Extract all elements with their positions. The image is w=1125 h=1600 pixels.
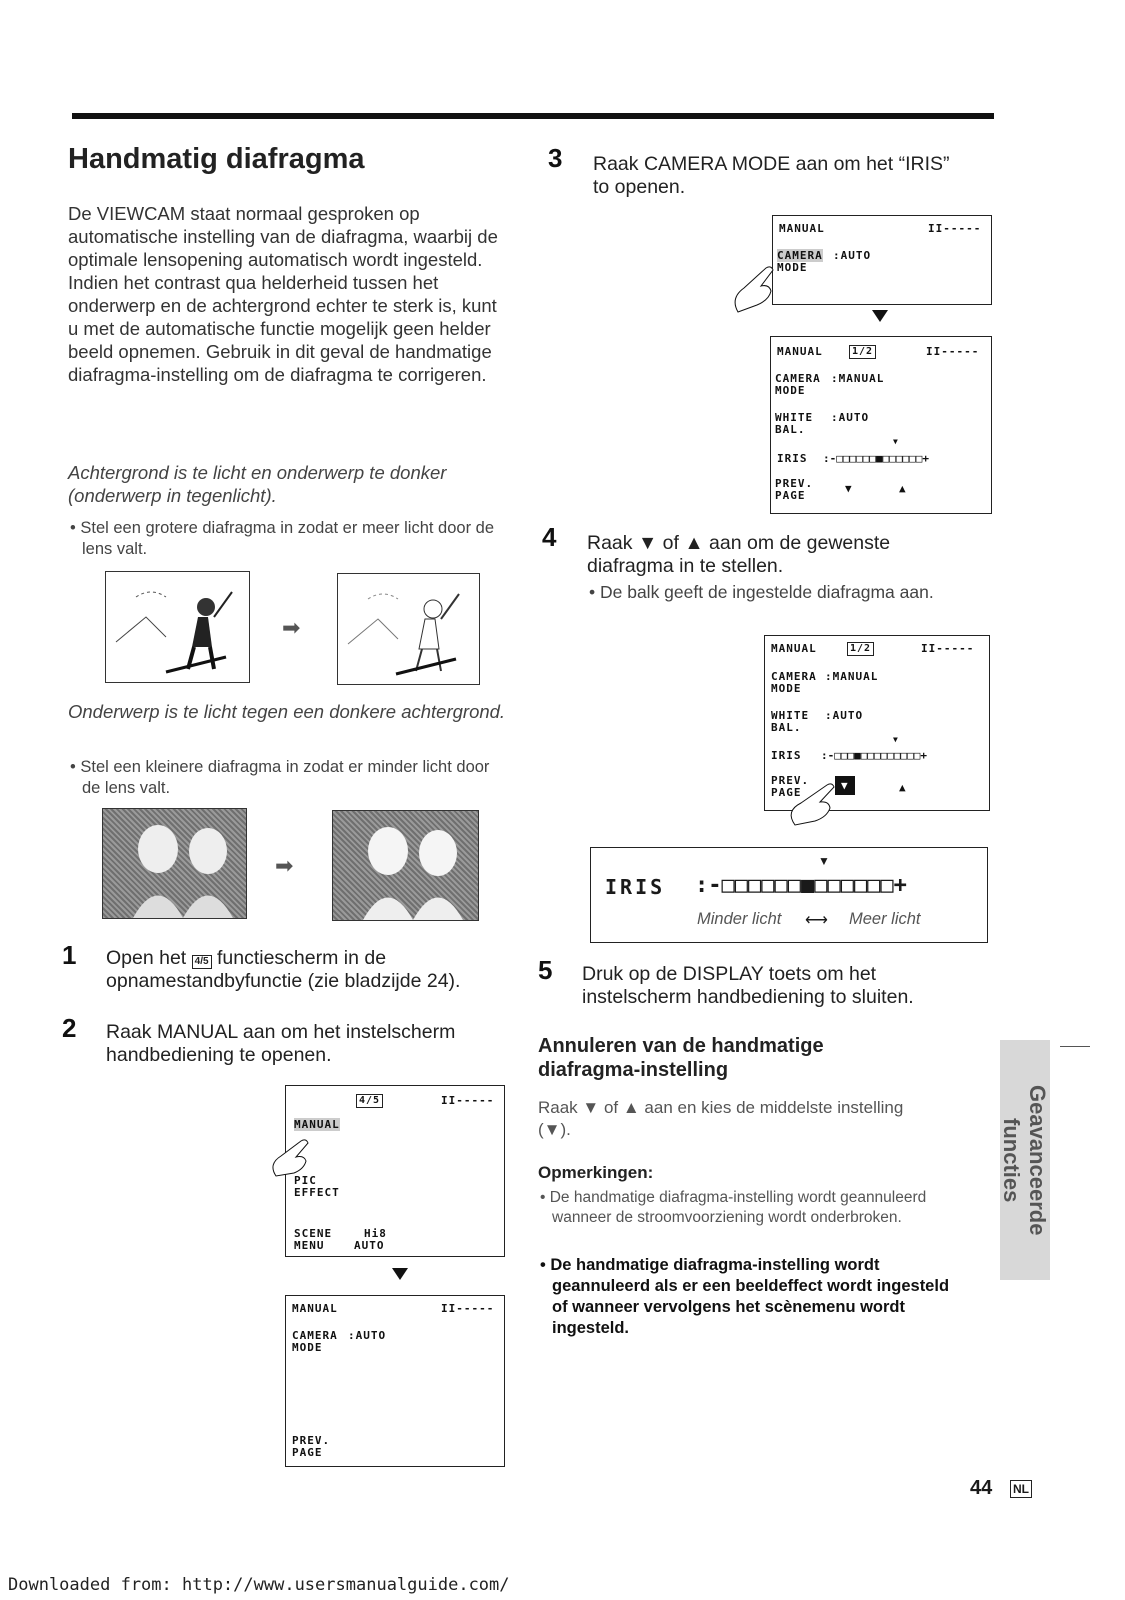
download-footer[interactable]: Downloaded from: http://www.usersmanualguide.com/: [8, 1575, 510, 1595]
step-5-text: Druk op de DISPLAY toets om het instelscherm handbediening to sluiten.: [582, 963, 914, 1008]
language-badge: NL: [1010, 1480, 1032, 1498]
manual-button[interactable]: MANUAL: [294, 1118, 340, 1131]
intro-paragraph: De VIEWCAM staat normaal gesproken op automatische instelling van de diafragma, waarbij de optimale lensopening automatisch wordt ingesteld. Indien het contrast qua helderheid tussen het onderwerp en de achtergrond echter te sterk is, kunt u met de automatische functie mogelijk geen helder beeld opnemen. Gebruik in dit geval de handmatige diafragma-instelling om de diafragma te corrigeren.: [68, 203, 498, 385]
camera-mode-button[interactable]: CAMERA: [292, 1329, 338, 1342]
page-number: 44: [970, 1477, 993, 1499]
section-side-tab: Geavanceerde functies: [1000, 1040, 1050, 1280]
function-screen-badge: 4/5: [192, 955, 212, 969]
down-arrow-icon: [872, 310, 888, 322]
camera-mode-button[interactable]: CAMERA: [777, 249, 823, 262]
case2-title: Onderwerp is te licht tegen een donkere achtergrond.: [68, 701, 506, 722]
less-light-label: Minder licht: [697, 910, 782, 928]
indicator-arrow: ▼: [818, 854, 830, 868]
case1-bullet: • Stel een grotere diafragma in zodat er meer licht door de lens valt.: [70, 519, 495, 558]
scene-menu-label[interactable]: SCENE: [294, 1227, 333, 1240]
manual-screen-camera-auto: MANUAL II----- CAMERA MODE :AUTO: [772, 215, 992, 305]
portrait-after-photo: [332, 810, 479, 921]
double-arrow-icon: ⟷: [805, 912, 828, 929]
step-4-bullet: • De balk geeft de ingestelde diafragma aan.: [589, 582, 934, 602]
step-3-number: 3: [548, 143, 563, 173]
iris-down-button[interactable]: ▼: [835, 776, 855, 795]
note-1: • De handmatige diafragma-instelling wordt geannuleerd wanneer de stroomvoorziening wordt onderbroken.: [540, 1189, 927, 1226]
iris-down-button[interactable]: ▼: [845, 482, 853, 495]
step-4-text: Raak ▼ of ▲ aan om de gewenste diafragma in te stellen.: [587, 532, 891, 577]
top-rule: [72, 113, 994, 119]
tab-rule: [1060, 1046, 1090, 1047]
iris-scale-panel: [590, 847, 988, 943]
prev-page-button[interactable]: PREV.: [292, 1434, 331, 1447]
case1-title: Achtergrond is te licht en onderwerp te donker (onderwerp in tegenlicht).: [68, 462, 447, 506]
iris-label: IRIS: [605, 875, 666, 899]
skier-before-illustration: [105, 571, 250, 683]
page-title: Handmatig diafragma: [68, 143, 365, 175]
pic-effect-label[interactable]: PIC: [294, 1174, 317, 1187]
arrow-right-icon: ➡: [282, 615, 301, 640]
cancel-text: Raak ▼ of ▲ aan en kies de middelste instelling (▼).: [538, 1098, 904, 1139]
function-screen-4-5: 4/5 II----- MANUAL PIC EFFECT SCENE MENU Hi8 AUTO: [285, 1085, 505, 1257]
arrow-right-icon: ➡: [275, 853, 294, 878]
step-1-text: Open het 4/5 functiescherm in de opnamestandbyfunctie (zie bladzijde 24).: [106, 947, 461, 992]
manual-screen-iris-2: MANUAL 1/2 II----- CAMERA :MANUAL MODE WHITE :AUTO BAL. ▼ IRIS :-□□□■□□□□□□□□□+ PREV. PAGE ▼ ▲: [764, 635, 990, 811]
manual-screen-auto: MANUAL II----- CAMERA MODE :AUTO PREV. PAGE: [285, 1295, 505, 1467]
skier-after-illustration: [337, 573, 480, 685]
step-5-number: 5: [538, 955, 553, 985]
step-1-number: 1: [62, 940, 77, 970]
iris-bar: :-□□□□□□■□□□□□□+: [695, 873, 907, 898]
manual-screen-iris-1: MANUAL 1/2 II----- CAMERA MODE :MANUAL WHITE BAL. :AUTO ▼ IRIS :-□□□□□□■□□□□□□+ PREV. PAGE ▼ ▲: [770, 336, 992, 514]
step-2-number: 2: [62, 1013, 77, 1043]
step-3-text: Raak CAMERA MODE aan om het “IRIS” to openen.: [593, 153, 950, 198]
portrait-before-photo: [102, 808, 247, 919]
note-2: • De handmatige diafragma-instelling wordt geannuleerd als er een beeldeffect wordt ingesteld of wanneer vervolgens het scènemenu wordt ingesteld.: [540, 1256, 950, 1337]
step-4-number: 4: [542, 522, 557, 552]
iris-up-button[interactable]: ▲: [899, 781, 907, 794]
cancel-heading: Annuleren van de handmatige diafragma-instelling: [538, 1035, 824, 1081]
hand-pointer-icon: [730, 262, 780, 317]
iris-up-button[interactable]: ▲: [899, 482, 907, 495]
case2-bullet: • Stel een kleinere diafragma in zodat er minder licht door de lens valt.: [70, 758, 490, 797]
step-2-text: Raak MANUAL aan om het instelscherm handbediening te openen.: [106, 1021, 456, 1066]
hand-pointer-icon: [785, 780, 845, 832]
notes-heading: Opmerkingen:: [538, 1163, 654, 1182]
hand-pointer-icon: [266, 1136, 316, 1181]
more-light-label: Meer licht: [849, 910, 921, 928]
down-arrow-icon: [392, 1268, 408, 1280]
